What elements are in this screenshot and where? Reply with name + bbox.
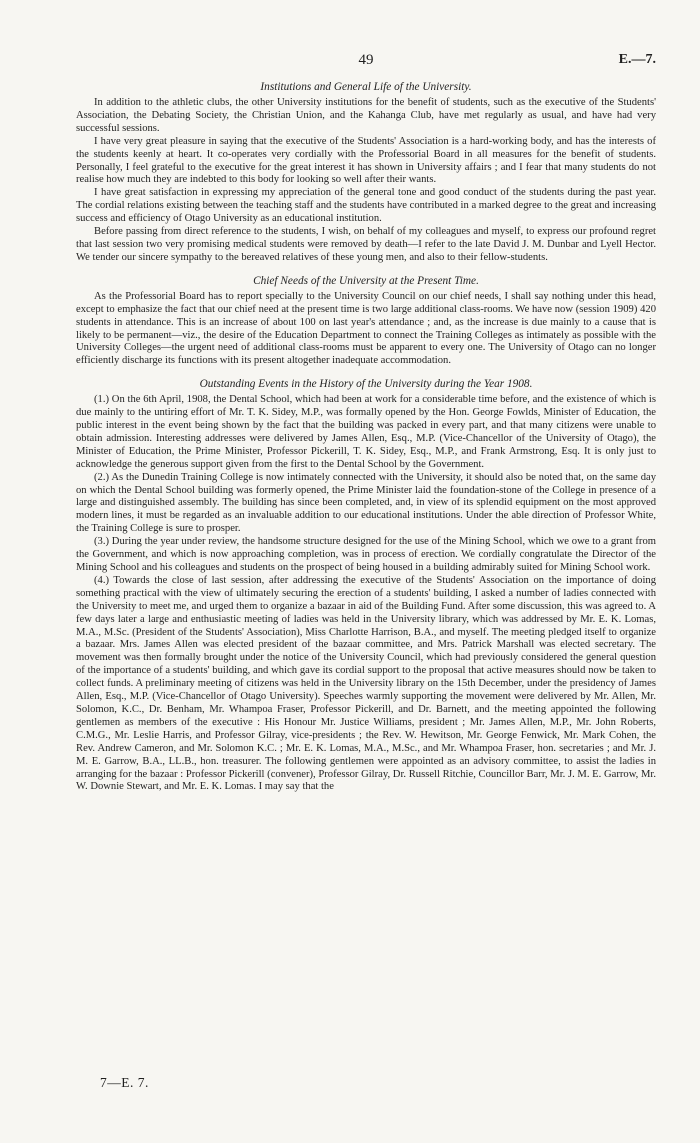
- section-title: Outstanding Events in the History of the University during the Year 1908.: [199, 378, 533, 391]
- paragraph: (1.) On the 6th April, 1908, the Dental School, which had been at work for a considerable time before, and the existence of which is due mainly to the untiring effort of Mr. T. K. Sidey, M.P., was formally opened by the Hon. George Fowlds, Minister of Education, the public interest in the event being shown by the fact that the building was packed in every part, and that many citizens were unable to obtain admission. Interesting addresses were delivered by James Allen, Esq., M.P. (Vice-Chancellor of the University of Otago), the Minister of Education, the Prime Minister, Professor Pickerill, T. K. Sidey, Esq., M.P., and Frank Armstrong, Esq. It is only just to acknowledge the generous support given from the first to the Dental School by the Government.: [76, 394, 656, 470]
- section-outstanding-events: [76, 378, 656, 794]
- paragraph: In addition to the athletic clubs, the other University institutions for the benefit of students, such as the executive of the Students' Association, the Debating Society, the Christian Union, and the Kahanga Club, have met regularly as usual, and have had very successful sessions.: [76, 97, 656, 134]
- page-header: [76, 52, 656, 78]
- page-signature: 7—E. 7.: [100, 1075, 149, 1090]
- paragraph: As the Professorial Board has to report specially to the University Council on our chief needs, I shall say nothing under this head, except to emphasize the fact that our chief need at the present time is two large additional class-rooms. We have now (session 1909) 420 students in attendance. This is an increase of about 100 on last year's attendance ; and, as the increase is due mainly to a cause that is likely to be permanent—viz., the desire of the Education Department to connect the Training Colleges as intimately as possible with the University Colleges—the urgent need of additional class-rooms must be apparent to every one. The University of Otago can no longer efficiently discharge its functions with its present altogether inadequate accommodation.: [76, 290, 656, 367]
- section-title: Chief Needs of the University at the Present Time.: [253, 274, 479, 287]
- document-reference: E.—7.: [618, 52, 656, 67]
- paragraph: (2.) As the Dunedin Training College is now intimately connected with the University, it should also be noted that, on the same day on which the Dental School building was formerly opened, the Prime Minister laid the foundation-stone of the College in presence of a large and distinguished assembly. The building has since been completed, and, in view of its splendid equipment on the most approved modern lines, it must be regarded as an invaluable addition to our educational institutions. Under the able direction of Professor White, the Training College is sure to prosper.: [76, 471, 656, 535]
- paragraph: (4.) Towards the close of last session, after addressing the executive of the Students' Association on the importance of doing something practical with the view of ultimately securing the erection of a students' building, I asked a number of ladies connected with the University to meet me, and urged them to organize a bazaar in aid of the Building Fund. After some discussion, this was agreed to. A few days later a large and enthusiastic meeting of ladies was held in the University library, which was addressed by Mr. E. K. Lomas, M.A., M.Sc. (President of the Students' Association), Miss Charlotte Harrison, B.A., and myself. The meeting pledged itself to organize a bazaar. Mrs. James Allen was elected president of the bazaar committee, and Mrs. Patrick Marshall was elected secretary. The movement was then formally brought under the notice of the University Council, which had previously considered the general question of the importance of a students' building, and which gave its cordial support to the proposal that active measures should now be taken to collect funds. A preliminary meeting of citizens was held in the University library on the 15th December, under the presidency of James Allen, Esq., M.P. (Vice-Chancellor of Otago University). Speeches warmly supporting the movement were delivered by Mr. Allen, Mr. Solomon, K.C., Dr. Benham, Mr. Whampoa Fraser, Professor Pickerill, and Dr. Barnett, and the meeting appointed the following gentlemen as members of the executive : His Honour Mr. Justice Williams, president ; Mr. James Allen, M.P., Mr. John Roberts, C.M.G., Mr. Leslie Harris, and Professor Gilray, vice-presidents ; the Rev. W. Hewitson, Mr. George Fenwick, Mr. Mark Cohen, the Rev. Andrew Cameron, and Mr. Solomon K.C. ; Mr. E. K. Lomas, M.A., M.Sc., and Mr. Whampoa Fraser, hon. secretaries ; and Mr. J. M. E. Garrow, B.A., LL.B., hon. treasurer. The following gentlemen were appointed as an advisory committee, to assist the ladies in arranging for the bazaar : Professor Pickerill (convener), Professor Gilray, Dr. Russell Ritchie, Councillor Barr, Mr. J. M. E. Garrow, Mr. W. Downie Stewart, and Mr. E. K. Lomas. I may say that the: [76, 574, 656, 793]
- paragraph: I have great satisfaction in expressing my appreciation of the general tone and good conduct of the students during the past year. The cordial relations existing between the teaching staff and the students have contributed in a marked degree to the great and increasing success and efficiency of Otago University as an educational institution.: [76, 187, 656, 225]
- section-chief-needs: [76, 275, 656, 368]
- section-institutions: [76, 81, 656, 265]
- paragraph: (3.) During the year under review, the handsome structure designed for the use of the Mining School, which we owe to a grant from the Government, and which is now approaching completion, was in process of erection. We cordially congratulate the Director of the Mining School and his colleagues and students on the prospect of being housed in a building admirably suited for Mining School work.: [76, 536, 656, 573]
- paragraph: I have very great pleasure in saying that the executive of the Students' Association is a hard-working body, and has the interests of the students keenly at heart. It co-operates very cordially with the Professorial Board in all measures for the benefit of students. Personally, I feel grateful to the executive for the great interest it has shown in University affairs ; and I fear that many students do not realise how much they are indebted to this body for looking so well after their wants.: [76, 135, 656, 186]
- page-number: 49: [358, 52, 374, 68]
- paragraph: Before passing from direct reference to the students, I wish, on behalf of my colleagues and myself, to express our profound regret that last session two very promising medical students were removed by death—I refer to the late David J. M. Dunbar and Lyell Hector. We tender our sincere sympathy to the bereaved relatives of these young men, and also to their fellow-students.: [76, 226, 656, 263]
- section-title: Institutions and General Life of the University.: [260, 81, 472, 93]
